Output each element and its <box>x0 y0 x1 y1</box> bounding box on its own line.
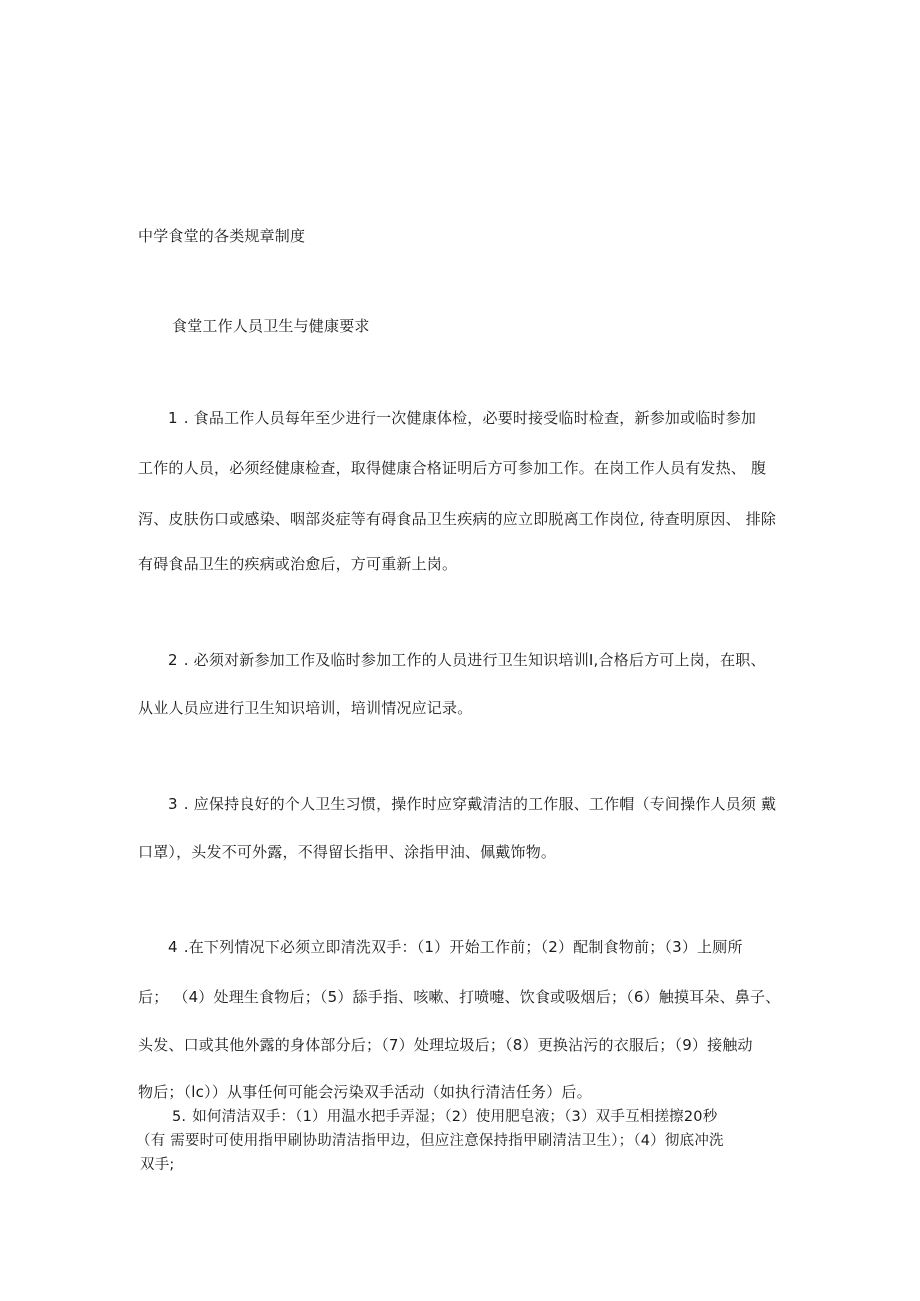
paragraph-line: 从业人员应进行卫生知识培训，培训情况应记录。 <box>138 699 473 717</box>
paragraph-line: 口罩），头发不可外露，不得留长指甲、涂指甲油、佩戴饰物。 <box>138 843 557 861</box>
paragraph-line: 2 . 必须对新参加工作及临时参加工作的人员进行卫生知识培训I,合格后方可上岗，在职、 <box>168 651 766 669</box>
paragraph-line: 双手; <box>140 1157 175 1173</box>
paragraph-line: （有 需要时可使用指甲刷协助清洁指甲边，但应注意保持指甲刷清洁卫生）；（4）彻底冲洗 <box>136 1133 724 1149</box>
paragraph-line: 头发、口或其他外露的身体部分后；（7）处理垃圾后；（8）更换沾污的衣服后；（9）接触动 <box>138 1036 753 1054</box>
paragraph-line: 5. 如何清洁双手：（1）用温水把手弄湿；（2）使用肥皂液；（3）双手互相搓擦20秒 <box>172 1109 718 1125</box>
item-number: 1 <box>168 409 178 427</box>
paragraph-line: 后； （4）处理生食物后；（5）舔手指、咳嗽、打喷嚏、饮食或吸烟后；（6）触摸耳朵、鼻子、 <box>138 988 781 1006</box>
paragraph-line: 4 .在下列情况下必须立即清洗双手：（1）开始工作前；（2）配制食物前；（3）上厕所 <box>168 938 743 956</box>
document-title: 中学食堂的各类规章制度 <box>138 227 306 245</box>
paragraph-line: 泻、皮肤伤口或感染、咽部炎症等有碍食品卫生疾病的应立即脱离工作岗位, 待查明原因、 排除 <box>138 510 777 528</box>
paragraph-line: 3 . 应保持良好的个人卫生习惯，操作时应穿戴清洁的工作服、工作帽（专间操作人员须 戴 <box>168 795 777 813</box>
paragraph-line: 工作的人员，必须经健康检查，取得健康合格证明后方可参加工作。在岗工作人员有发热、 腹 <box>138 459 767 477</box>
item-number: 5. <box>172 1109 187 1125</box>
section-title: 食堂工作人员卫生与健康要求 <box>172 317 370 335</box>
paragraph-line: 1 . 食品工作人员每年至少进行一次健康体检，必要时接受临时检查，新参加或临时参加 <box>168 409 757 427</box>
item-number: 4 <box>168 938 178 956</box>
item-number: 3 <box>168 795 178 813</box>
paragraph-line: 物后；（lc））从事任何可能会污染双手活动（如执行清洁任务）后。 <box>138 1083 592 1101</box>
item-number: 2 <box>168 651 178 669</box>
paragraph-line: 有碍食品卫生的疾病或治愈后，方可重新上岗。 <box>138 555 458 573</box>
